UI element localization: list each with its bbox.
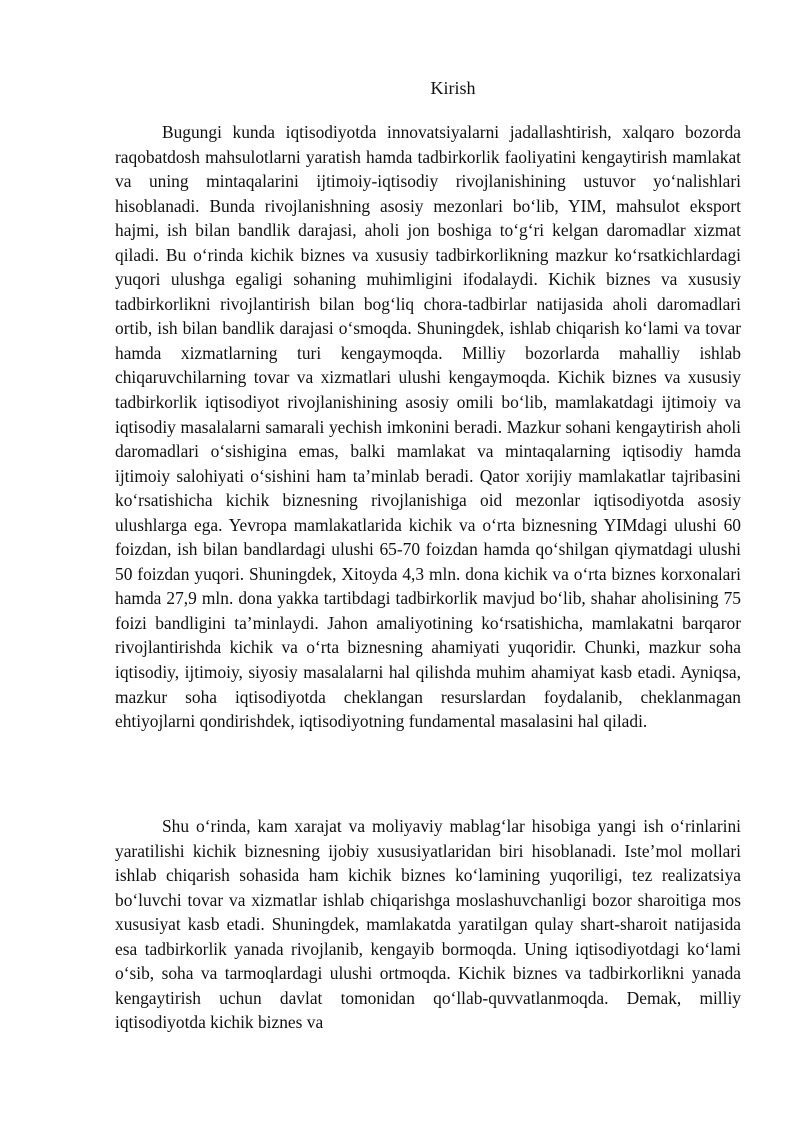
body-paragraph-1: Bugungi kunda iqtisodiyotda innovatsiyalarni jadallashtirish, xalqaro bozorda raqobatdosh mahsulotlarni yaratish hamda tadbirkorlik faoliyatini kengaytirish mamlakat va uning mintaqalarini ijtimoiy-iqtisodiy rivojlanishining ustuvor yoʻnalishlari hisoblanadi. Bunda rivojlanishning asosiy mezonlari boʻlib, YIM, mahsulot eksport hajmi, ish bilan bandlik darajasi, aholi jon boshiga toʻgʻri kelgan daromadlar xizmat qiladi. Bu oʻrinda kichik biznes va xususiy tadbirkorlikning mazkur koʻrsatkichlardagi yuqori ulushga egaligi sohaning muhimligini ifodalaydi. Kichik biznes va xususiy tadbirkorlikni rivojlantirish bilan bogʻliq chora-tadbirlar natijasida aholi daromadlari ortib, ish bilan bandlik darajasi oʻsmoqda. Shuningdek, ishlab chiqarish koʻlami va tovar hamda xizmatlarning turi kengaymoqda. Milliy bozorlarda mahalliy ishlab chiqaruvchilarning tovar va xizmatlari ulushi kengaymoqda. Kichik biznes va xususiy tadbirkorlik iqtisodiyot rivojlanishining asosiy omili boʻlib, mamlakatdagi ijtimoiy va iqtisodiy masalalarni samarali yechish imkonini beradi. Mazkur sohani kengaytirish aholi daromadlari oʻsishigina emas, balki mamlakat va mintaqalarning iqtisodiy hamda ijtimoiy salohiyati oʻsishini ham taʼminlab beradi. Qator xorijiy mamlakatlar tajribasini koʻrsatishicha kichik biznesning rivojlanishiga oid mezonlar iqtisodiyotda asosiy ulushlarga ega. Yevropa mamlakatlarida kichik va oʻrta biznesning YIMdagi ulushi 60 foizdan, ish bilan bandlardagi ulushi 65-70 foizdan hamda qoʻshilgan qiymatdagi ulushi 50 foizdan yuqori. Shuningdek, Xitoyda 4,3 mln. dona kichik va oʻrta biznes korxonalari hamda 27,9 mln. dona yakka tartibdagi tadbirkorlik mavjud boʻlib, shahar aholisining 75 foizi bandligini taʼminlaydi. Jahon amaliyotining koʻrsatishicha, mamlakatni barqaror rivojlantirishda kichik va oʻrta biznesning ahamiyati yuqoridir. Chunki, mazkur soha iqtisodiy, ijtimoiy, siyosiy masalalarni hal qilishda muhim ahamiyat kasb etadi. Ayniqsa, mazkur soha iqtisodiyotda cheklangan resurslardan foydalanib, cheklanmagan ehtiyojlarni qondirishdek, iqtisodiyotning fundamental masalasini hal qiladi. bbox=[115, 122, 741, 732]
body-paragraph-2: Shu oʻrinda, kam xarajat va moliyaviy mablagʻlar hisobiga yangi ish oʻrinlarini yaratilishi kichik biznesning ijobiy xususiyatlaridan biri hisoblanadi. Isteʼmol mollari ishlab chiqarish sohasida ham kichik biznes koʻlamining yuqoriligi, tez realizatsiya boʻluvchi tovar va xizmatlar ishlab chiqarishga moslashuvchanligi bozor sharoitiga mos xususiyat kasb etadi. Shuningdek, mamlakatda yaratilgan qulay shart-sharoit natijasida esa tadbirkorlik yanada rivojlanib, kengayib bormoqda. Uning iqtisodiyotdagi koʻlami oʻsib, soha va tarmoqlardagi ulushi ortmoqda. Kichik biznes va tadbirkorlikni yanada kengaytirish uchun davlat tomonidan qoʻllab-quvvatlanmoqda. Demak, milliy iqtisodiyotda kichik biznes va bbox=[115, 816, 741, 1033]
page-title: Kirish bbox=[430, 78, 476, 98]
